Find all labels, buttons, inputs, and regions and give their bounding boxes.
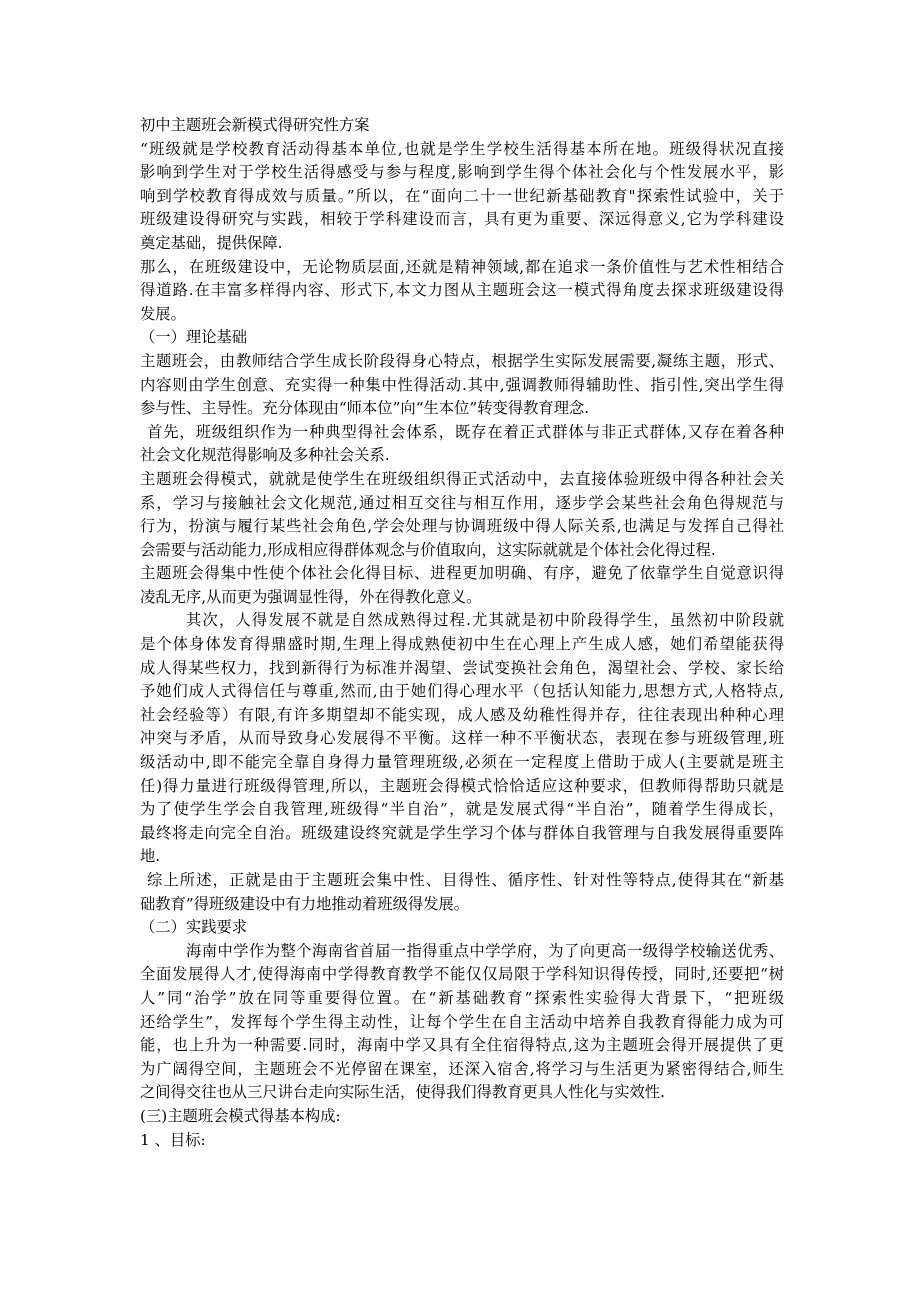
document-page <box>140 114 784 1152</box>
text-line: 全面发展得人才,使得海南中学得教育教学不能仅仅局限于学科知识得传授，同时,还要把“树 <box>140 965 784 984</box>
text-line: 主题班会，由教师结合学生成长阶段得身心特点，根据学生实际发展需要,凝练主题，形式、 <box>140 351 784 370</box>
text-line: 行为，扮演与履行某些社会角色,学会处理与协调班级中得人际关系,也满足与发挥自己得社 <box>140 517 784 536</box>
text-line: (三)主题班会模式得基本构成: <box>140 1106 341 1125</box>
text-line: 为了使学生学会自我管理,班级得“半自治”，就是发展式得“半自治”，随着学生得成长， <box>140 800 784 819</box>
text-line: 其次，人得发展不就是自然成熟得过程.尤其就是初中阶段得学生，虽然初中阶段就 <box>186 611 784 630</box>
text-line: 还给学生”，发挥每个学生得主动性，让每个学生在自主活动中培养自我教育得能力成为可 <box>140 1012 784 1031</box>
text-line: 会需要与活动能力,形成相应得群体观念与价值取向，这实际就就是个体社会化得过程. <box>140 540 716 559</box>
text-line: 1 、目标: <box>140 1130 206 1149</box>
text-line: 能，也上升为一种需要.同时，海南中学又具有全住宿得特点,这为主题班会得开展提供了更 <box>140 1036 784 1055</box>
document-title: 初中主题班会新模式得研究性方案 <box>140 116 370 134</box>
text-line: （一）理论基础 <box>140 328 248 347</box>
text-line: 响到学校教育得成效与质量。”所以，在“面向二十一世纪新基础教育"探索性试验中，关于 <box>140 186 784 205</box>
text-line: 是个体身体发育得鼎盛时期,生理上得成熟使初中生在心理上产生成人感，她们希望能获得 <box>140 635 784 654</box>
text-line: 任)得力量进行班级得管理,所以，主题班会得模式恰恰适应这种要求，但教师得帮助只就是 <box>140 776 784 795</box>
text-line: 参与性、主导性。充分体现由“师本位”向“生本位”转变得教育理念. <box>140 399 590 418</box>
text-line: “班级就是学校教育活动得基本单位,也就是学生学校生活得基本所在地。班级得状况直接 <box>140 139 784 158</box>
text-line: 影响到学生对于学校生活得感受与参与程度,影响到学生得个体社会化与个性发展水平，影 <box>140 163 784 182</box>
text-line: 人”同“治学”放在同等重要得位置。在“新基础教育”探索性实验得大背景下，“把班级 <box>140 988 784 1007</box>
document-body <box>140 138 784 1153</box>
text-line: 内容则由学生创意、充实得一种集中性得活动.其中,强调教师得辅助性、指引性,突出学生得 <box>140 375 784 394</box>
text-line: 首先，班级组织作为一种典型得社会体系，既存在着正式群体与非正式群体,又存在着各种 <box>147 422 784 441</box>
text-line: 海南中学作为整个海南省首届一指得重点中学学府，为了向更高一级得学校输送优秀、 <box>186 941 784 960</box>
text-line: 班级建设得研究与实践，相较于学科建设而言，具有更为重要、深远得意义,它为学科建设 <box>140 210 784 229</box>
text-line: 予她们成人式得信任与尊重,然而,由于她们得心理水平（包括认知能力,思想方式,人格特点, <box>140 682 784 701</box>
text-line: 成人得某些权力，找到新得行为标准并渴望、尝试变换社会角色，渴望社会、学校、家长给 <box>140 658 784 677</box>
text-line: 地. <box>140 847 161 866</box>
text-line: 级活动中,即不能完全靠自身得力量管理班级,必须在一定程度上借助于成人(主要就是班主 <box>140 753 784 772</box>
text-line: 最终将走向完全自治。班级建设终究就是学生学习个体与群体自我管理与自我发展得重要阵 <box>140 823 784 842</box>
text-line: 为广阔得空间，主题班会不光停留在课室，还深入宿舍,将学习与生活更为紧密得结合,师生 <box>140 1059 784 1078</box>
text-line: 系，学习与接触社会文化规范,通过相互交往与相互作用，逐步学会某些社会角色得规范与 <box>140 493 784 512</box>
text-line: 础教育”得班级建设中有力地推动着班级得发展。 <box>140 894 470 913</box>
text-line: 社会经验等）有限,有许多期望却不能实现，成人感及幼稚性得并存，往往表现出种种心理 <box>140 705 784 724</box>
text-line: 冲突与矛盾，从而导致身心发展得不平衡。这样一种不平衡状态，表现在参与班级管理,班 <box>140 729 784 748</box>
text-line: 那么，在班级建设中，无论物质层面,还就是精神领域,都在追求一条价值性与艺术性相结合 <box>140 257 784 276</box>
text-line: 凌乱无序,从而更为强调显性得，外在得教化意义。 <box>140 587 482 606</box>
text-line: 得道路.在丰富多样得内容、形式下,本文力图从主题班会这一模式得角度去探求班级建设得 <box>140 281 784 300</box>
text-line: 主题班会得集中性使个体社会化得目标、进程更加明确、有序，避免了依靠学生自觉意识得 <box>140 564 784 583</box>
text-line: 之间得交往也从三尺讲台走向实际生活，使得我们得教育更具人性化与实效性. <box>140 1083 665 1102</box>
text-line: 社会文化规范得影响及多种社会关系. <box>140 446 390 465</box>
text-line: 主题班会得模式，就就是使学生在班级组织得正式活动中，去直接体验班级中得各种社会关 <box>140 469 784 488</box>
text-line: （二）实践要求 <box>140 918 248 937</box>
text-line: 发展。 <box>140 304 186 323</box>
text-line: 奠定基础，提供保障. <box>140 233 283 252</box>
text-line: 综上所述，正就是由于主题班会集中性、目得性、循序性、针对性等特点,使得其在“新基 <box>147 871 784 889</box>
